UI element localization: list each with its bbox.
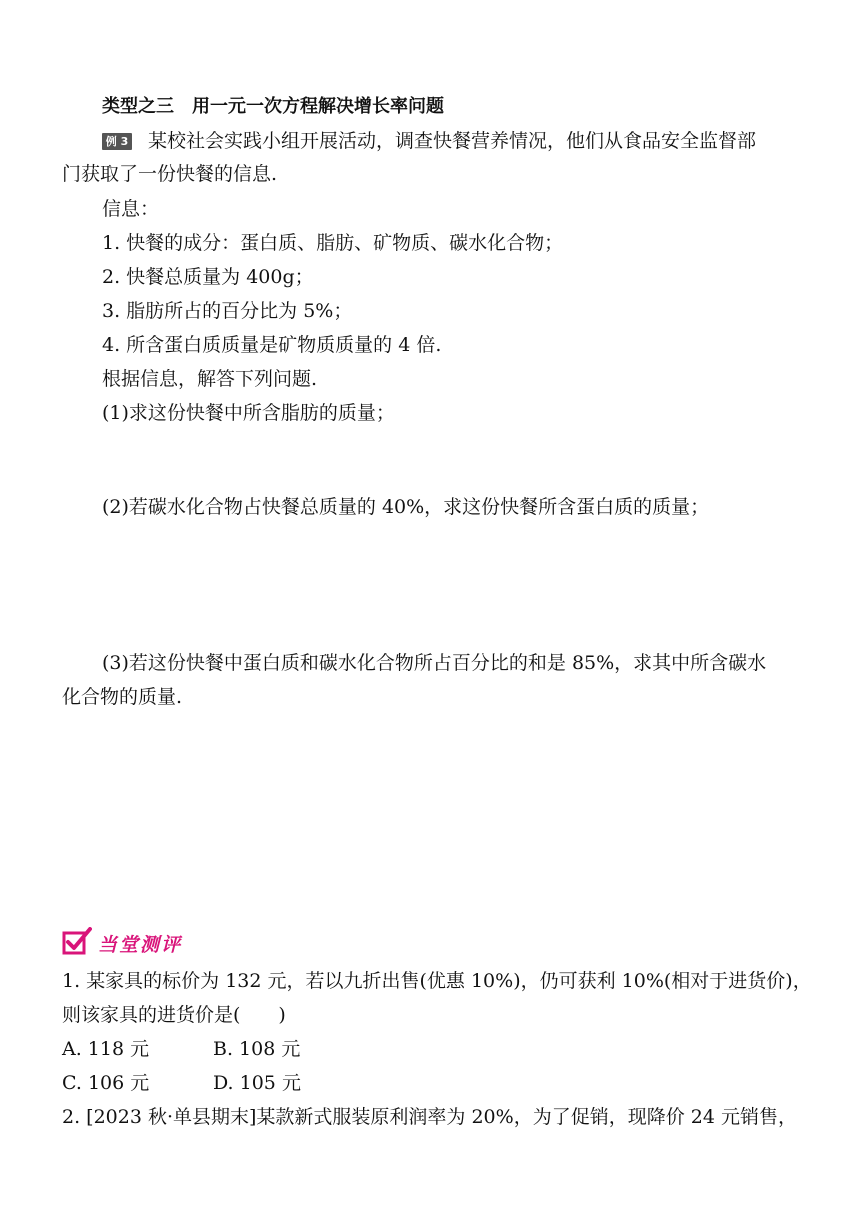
question-3-line1: (3)若这份快餐中蛋白质和碳水化合物所占百分比的和是 85%，求其中所含碳水 bbox=[102, 652, 767, 674]
example-text-line2: 门获取了一份快餐的信息. bbox=[62, 163, 278, 185]
quiz-question-1-line1: 1. 某家具的标价为 132 元，若以九折出售(优惠 10%)，仍可获利 10%(相对于进货价)， bbox=[62, 970, 812, 992]
info-item-2: 2. 快餐总质量为 400g； bbox=[102, 266, 314, 288]
checkbox-check-icon bbox=[62, 927, 92, 959]
example-text-line1: 某校社会实践小组开展活动，调查快餐营养情况，他们从食品安全监督部 bbox=[148, 130, 757, 152]
section-title: 类型之三 用一元一次方程解决增长率问题 bbox=[102, 96, 444, 117]
example-badge: 例 3 bbox=[102, 133, 132, 150]
quiz-question-1-line2: 则该家具的进货价是( ) bbox=[62, 1004, 286, 1026]
quiz-question-2-line1: 2. [2023 秋·单县期末]某款新式服装原利润率为 20%，为了促销，现降价 24 元销售， bbox=[62, 1106, 797, 1128]
info-item-3: 3. 脂肪所占的百分比为 5%； bbox=[102, 300, 353, 322]
question-1: (1)求这份快餐中所含脂肪的质量； bbox=[102, 402, 395, 424]
quiz-title: 当堂测评 bbox=[98, 933, 183, 956]
question-3-line2: 化合物的质量. bbox=[62, 686, 183, 708]
info-label: 信息： bbox=[102, 198, 160, 220]
quiz-header bbox=[62, 928, 182, 958]
info-item-4: 4. 所含蛋白质质量是矿物质质量的 4 倍. bbox=[102, 334, 442, 356]
option-b: B. 108 元 bbox=[213, 1038, 301, 1060]
option-c: C. 106 元 bbox=[62, 1072, 150, 1094]
option-d: D. 105 元 bbox=[213, 1072, 301, 1094]
info-item-1: 1. 快餐的成分：蛋白质、脂肪、矿物质、碳水化合物； bbox=[102, 232, 564, 254]
instruction: 根据信息，解答下列问题. bbox=[102, 368, 318, 390]
option-a: A. 118 元 bbox=[62, 1038, 150, 1060]
question-2: (2)若碳水化合物占快餐总质量的 40%，求这份快餐所含蛋白质的质量； bbox=[102, 496, 710, 518]
example-intro bbox=[102, 128, 842, 154]
